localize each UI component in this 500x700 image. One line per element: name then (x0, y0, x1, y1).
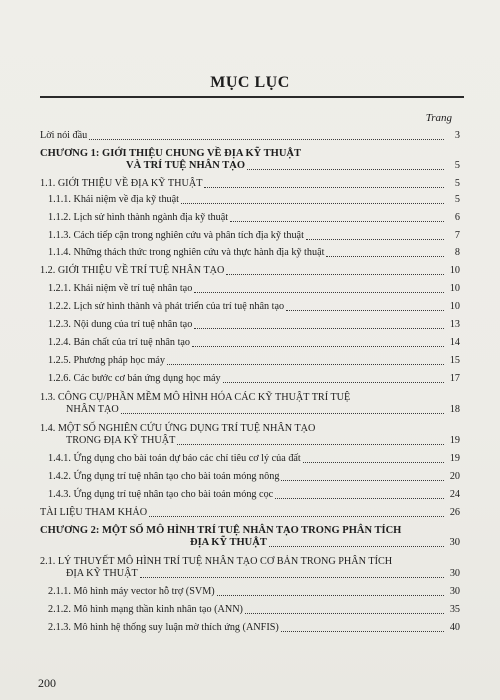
toc-entry-text-line2: VÀ TRÍ TUỆ NHÂN TẠO (126, 160, 246, 171)
page-title: MỤC LỤC (210, 74, 290, 91)
toc-entry-text: 1.4.3. Ứng dụng trí tuệ nhân tạo cho bài toán móng cọc (48, 489, 274, 500)
toc-entry-text: 2.1.1. Mô hình máy vector hỗ trợ (SVM) (48, 586, 215, 597)
toc-entry-text: Lời nói đầu (40, 130, 88, 141)
toc-entry-page: 7 (454, 230, 460, 241)
toc-entry-text: 1.4.1. Ứng dụng cho bài toán dự báo các chỉ tiêu cơ lý của đất (48, 453, 301, 464)
toc-entry-text: 1.1.4. Những thách thức trong nghiên cứu và thực hành địa kỹ thuật (48, 247, 325, 258)
leader-dots (245, 612, 444, 614)
toc-entry-text: 1.2.1. Khái niệm về trí tuệ nhân tạo (48, 283, 193, 294)
toc-entry-text: 1.2.4. Bản chất của trí tuệ nhân tạo (48, 337, 191, 348)
toc-entry-text: 1.2.2. Lịch sử hình thành và phát triển của trí tuệ nhân tạo (48, 301, 285, 312)
toc-entry-text: 1.4. MỘT SỐ NGHIÊN CỨU ỨNG DỤNG TRÍ TUỆ NHÂN TẠO (40, 423, 316, 434)
leader-dots (230, 220, 444, 222)
toc-entry-text: 1.2.3. Nội dung của trí tuệ nhân tạo (48, 319, 193, 330)
leader-dots (306, 238, 444, 240)
toc-entry-page: 13 (449, 319, 460, 330)
toc-entry-subsection (40, 373, 460, 385)
page-number: 200 (38, 676, 56, 690)
toc-entry-section (40, 265, 460, 277)
toc-entry-subsection (40, 453, 460, 465)
leader-dots (226, 273, 444, 275)
toc-entry-subsection (40, 489, 460, 501)
toc-entry-page: 10 (449, 301, 460, 312)
toc-entry-text: 2.1.3. Mô hình hệ thống suy luận mờ thích ứng (ANFIS) (48, 622, 279, 633)
toc-entry-chapter-1 (40, 148, 460, 172)
leader-dots (140, 576, 444, 578)
toc-entry-subsection (40, 604, 460, 616)
leader-dots (247, 168, 444, 170)
toc-entry-section (40, 423, 460, 447)
toc-entry-subsection (40, 283, 460, 295)
toc-entry-subsection (40, 471, 460, 483)
toc-entry-page: 24 (449, 489, 460, 500)
toc-entry-text: 1.4.2. Ứng dụng trí tuệ nhân tạo cho bài toán móng nông (48, 471, 280, 482)
toc-entry-page: 20 (449, 471, 460, 482)
toc-entry-subsection (40, 586, 460, 598)
toc-entry-page: 26 (449, 507, 460, 518)
leader-dots (281, 479, 444, 481)
toc-entry-page: 10 (449, 283, 460, 294)
page-column-label: Trang (425, 112, 452, 124)
toc-entry-text: 1.1.3. Cách tiếp cận trong nghiên cứu và phân tích địa kỹ thuật (48, 230, 304, 241)
leader-dots (326, 255, 444, 257)
toc-entry-page: 3 (454, 130, 460, 141)
toc-entry-section (40, 392, 460, 416)
toc-entry-text: 1.2. GIỚI THIỆU VỀ TRÍ TUỆ NHÂN TẠO (40, 265, 225, 276)
toc-entry-subsection (40, 622, 460, 634)
toc-entry-subsection (40, 230, 460, 242)
toc-entry-text: TÀI LIỆU THAM KHẢO (40, 507, 148, 518)
toc-entry-subsection (40, 355, 460, 367)
leader-dots (303, 461, 444, 463)
toc-entry-text-line2: TRONG ĐỊA KỸ THUẬT (66, 435, 176, 446)
leader-dots (192, 345, 444, 347)
toc-entry-text-line2: ĐỊA KỸ THUẬT (190, 537, 267, 548)
table-of-contents (40, 126, 460, 634)
leader-dots (194, 291, 444, 293)
toc-entry-section (40, 178, 460, 190)
toc-entry-subsection (40, 337, 460, 349)
toc-entry-subsection (40, 319, 460, 331)
toc-entry-page: 19 (449, 453, 460, 464)
toc-entry-page: 17 (449, 373, 460, 384)
toc-entry-page: 40 (449, 622, 460, 633)
toc-entry-page: 5 (454, 178, 460, 189)
toc-entry-text: 1.2.6. Các bước cơ bản ứng dụng học máy (48, 373, 221, 384)
leader-dots (149, 515, 444, 517)
toc-entry-text: 1.1.1. Khái niệm về địa kỹ thuật (48, 194, 179, 205)
toc-entry-text-line2: ĐỊA KỸ THUẬT (66, 568, 138, 579)
toc-entry-page: 10 (449, 265, 460, 276)
leader-dots (204, 186, 444, 188)
toc-entry-page: 19 (449, 435, 460, 446)
toc-entry-page: 6 (454, 212, 460, 223)
leader-dots (89, 138, 444, 140)
toc-entry-text-line2: NHÂN TẠO (66, 404, 119, 415)
toc-entry-subsection (40, 194, 460, 206)
leader-dots (177, 443, 444, 445)
toc-entry-text: 1.2.5. Phương pháp học máy (48, 355, 166, 366)
toc-entry-page: 5 (454, 160, 460, 171)
leader-dots (194, 327, 444, 329)
toc-entry-page: 30 (449, 568, 460, 579)
toc-entry-text: 1.1. GIỚI THIỆU VỀ ĐỊA KỸ THUẬT (40, 178, 203, 189)
toc-entry-chapter-2 (40, 525, 460, 549)
toc-entry-subsection (40, 247, 460, 259)
toc-entry-page: 5 (454, 194, 460, 205)
toc-entry-page: 35 (449, 604, 460, 615)
toc-entry-page: 30 (449, 537, 460, 548)
toc-entry-page: 14 (449, 337, 460, 348)
leader-dots (269, 545, 444, 547)
leader-dots (223, 381, 444, 383)
toc-entry-references (40, 507, 460, 519)
title-rule (40, 96, 464, 98)
leader-dots (181, 202, 444, 204)
toc-entry-text: CHƯƠNG 1: GIỚI THIỆU CHUNG VỀ ĐỊA KỸ THUẬT (40, 148, 301, 159)
toc-entry-text: 2.1. LÝ THUYẾT MÔ HÌNH TRÍ TUỆ NHÂN TẠO CƠ BẢN TRONG PHÂN TÍCH (40, 556, 393, 567)
toc-entry-text: 1.1.2. Lịch sử hình thành ngành địa kỹ thuật (48, 212, 229, 223)
toc-entry-section (40, 556, 460, 580)
toc-entry-subsection (40, 212, 460, 224)
leader-dots (281, 630, 444, 632)
toc-entry-subsection (40, 301, 460, 313)
toc-entry-text: 1.3. CÔNG CỤ/PHẦN MỀM MÔ HÌNH HÓA CÁC KỸ THUẬT TRÍ TUỆ (40, 392, 351, 403)
toc-entry-page: 18 (449, 404, 460, 415)
toc-entry-text: CHƯƠNG 2: MỘT SỐ MÔ HÌNH TRÍ TUỆ NHÂN TẠO TRONG PHÂN TÍCH (40, 525, 402, 536)
leader-dots (286, 309, 444, 311)
toc-entry-preface (40, 130, 460, 142)
leader-dots (217, 594, 444, 596)
leader-dots (275, 497, 444, 499)
leader-dots (167, 363, 444, 365)
leader-dots (121, 412, 444, 414)
toc-entry-page: 30 (449, 586, 460, 597)
toc-entry-page: 15 (449, 355, 460, 366)
toc-entry-page: 8 (454, 247, 460, 258)
toc-entry-text: 2.1.2. Mô hình mạng thần kinh nhân tạo (ANN) (48, 604, 243, 615)
